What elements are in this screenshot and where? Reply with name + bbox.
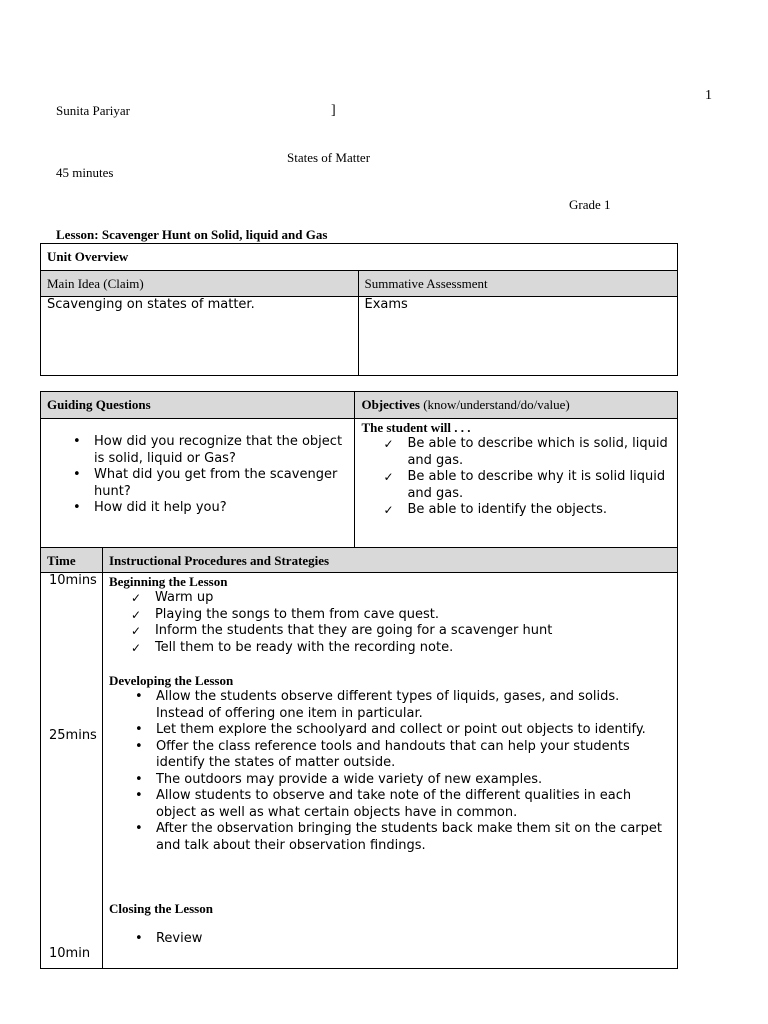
list-item: • What did you get from the scavenger hunt? [47, 467, 348, 500]
developing-title: Developing the Lesson [108, 673, 234, 688]
procedures-cell [102, 573, 677, 969]
list-item: ✓ Inform the students that they are going for a scavenger hunt [109, 623, 671, 640]
list-item: • Review [109, 931, 671, 948]
objectives-header-rest: (know/understand/do/value) [419, 397, 570, 412]
list-item: ✓ Be able to describe why it is solid liquid and gas. [361, 469, 671, 502]
closing-list [109, 931, 671, 948]
objectives-cell [355, 419, 678, 548]
lesson-plan-table [40, 391, 678, 969]
list-item: ✓ Tell them to be ready with the recording note. [109, 640, 671, 657]
time-developing: 25mins [49, 728, 97, 743]
subject-title: States of Matter [287, 150, 371, 165]
lesson-duration: 45 minutes [56, 165, 114, 180]
list-item: • Allow the students observe different types of liquids, gases, and solids. Instead of offering one item in particular. [109, 689, 671, 722]
list-item: • How did it help you? [47, 500, 348, 517]
main-idea-value: Scavenging on states of matter. [41, 297, 359, 376]
time-cell [41, 573, 103, 969]
author-name: Sunita Pariyar [56, 103, 131, 118]
list-item: ✓ Warm up [109, 590, 671, 607]
objectives-list [361, 436, 671, 519]
main-idea-header: Main Idea (Claim) [41, 271, 359, 297]
unit-overview-header: Unit Overview [41, 244, 678, 271]
guiding-questions-header: Guiding Questions [41, 392, 355, 419]
objectives-header [355, 392, 678, 419]
page-number: 1 [705, 88, 712, 103]
lesson-title: Lesson: Scavenger Hunt on Solid, liquid and Gas [56, 227, 328, 242]
time-beginning: 10mins [49, 573, 97, 588]
beginning-title: Beginning the Lesson [108, 574, 228, 589]
list-item: • How did you recognize that the object is solid, liquid or Gas? [47, 434, 348, 467]
objectives-header-bold: Objectives [361, 397, 420, 412]
list-item: ✓ Be able to describe which is solid, liquid and gas. [361, 436, 671, 469]
summative-assessment-value: Exams [358, 297, 677, 376]
objectives-intro: The student will . . . [361, 420, 471, 435]
summative-assessment-header: Summative Assessment [358, 271, 677, 297]
closing-title: Closing the Lesson [108, 901, 213, 916]
list-item: • Allow students to observe and take note of the different qualities in each object as well as what certain objects have in common. [109, 788, 671, 821]
guiding-questions-cell [41, 419, 355, 548]
list-item: ✓ Be able to identify the objects. [361, 502, 671, 519]
beginning-list [109, 590, 671, 656]
time-header: Time [41, 548, 103, 573]
list-item: • The outdoors may provide a wide variety of new examples. [109, 772, 671, 789]
list-item: • After the observation bringing the students back make them sit on the carpet and talk about their observation findings. [109, 821, 671, 854]
time-closing: 10min [49, 946, 91, 961]
stray-bracket: ] [331, 103, 336, 118]
list-item: • Let them explore the schoolyard and collect or point out objects to identify. [109, 722, 671, 739]
list-item: ✓ Playing the songs to them from cave quest. [109, 607, 671, 624]
unit-overview-table [40, 243, 678, 376]
guiding-questions-list [47, 434, 348, 517]
grade-level: Grade 1 [569, 197, 611, 212]
developing-list [109, 689, 671, 854]
procedures-header: Instructional Procedures and Strategies [102, 548, 677, 573]
list-item: • Offer the class reference tools and handouts that can help your students identify the states of matter outside. [109, 739, 671, 772]
